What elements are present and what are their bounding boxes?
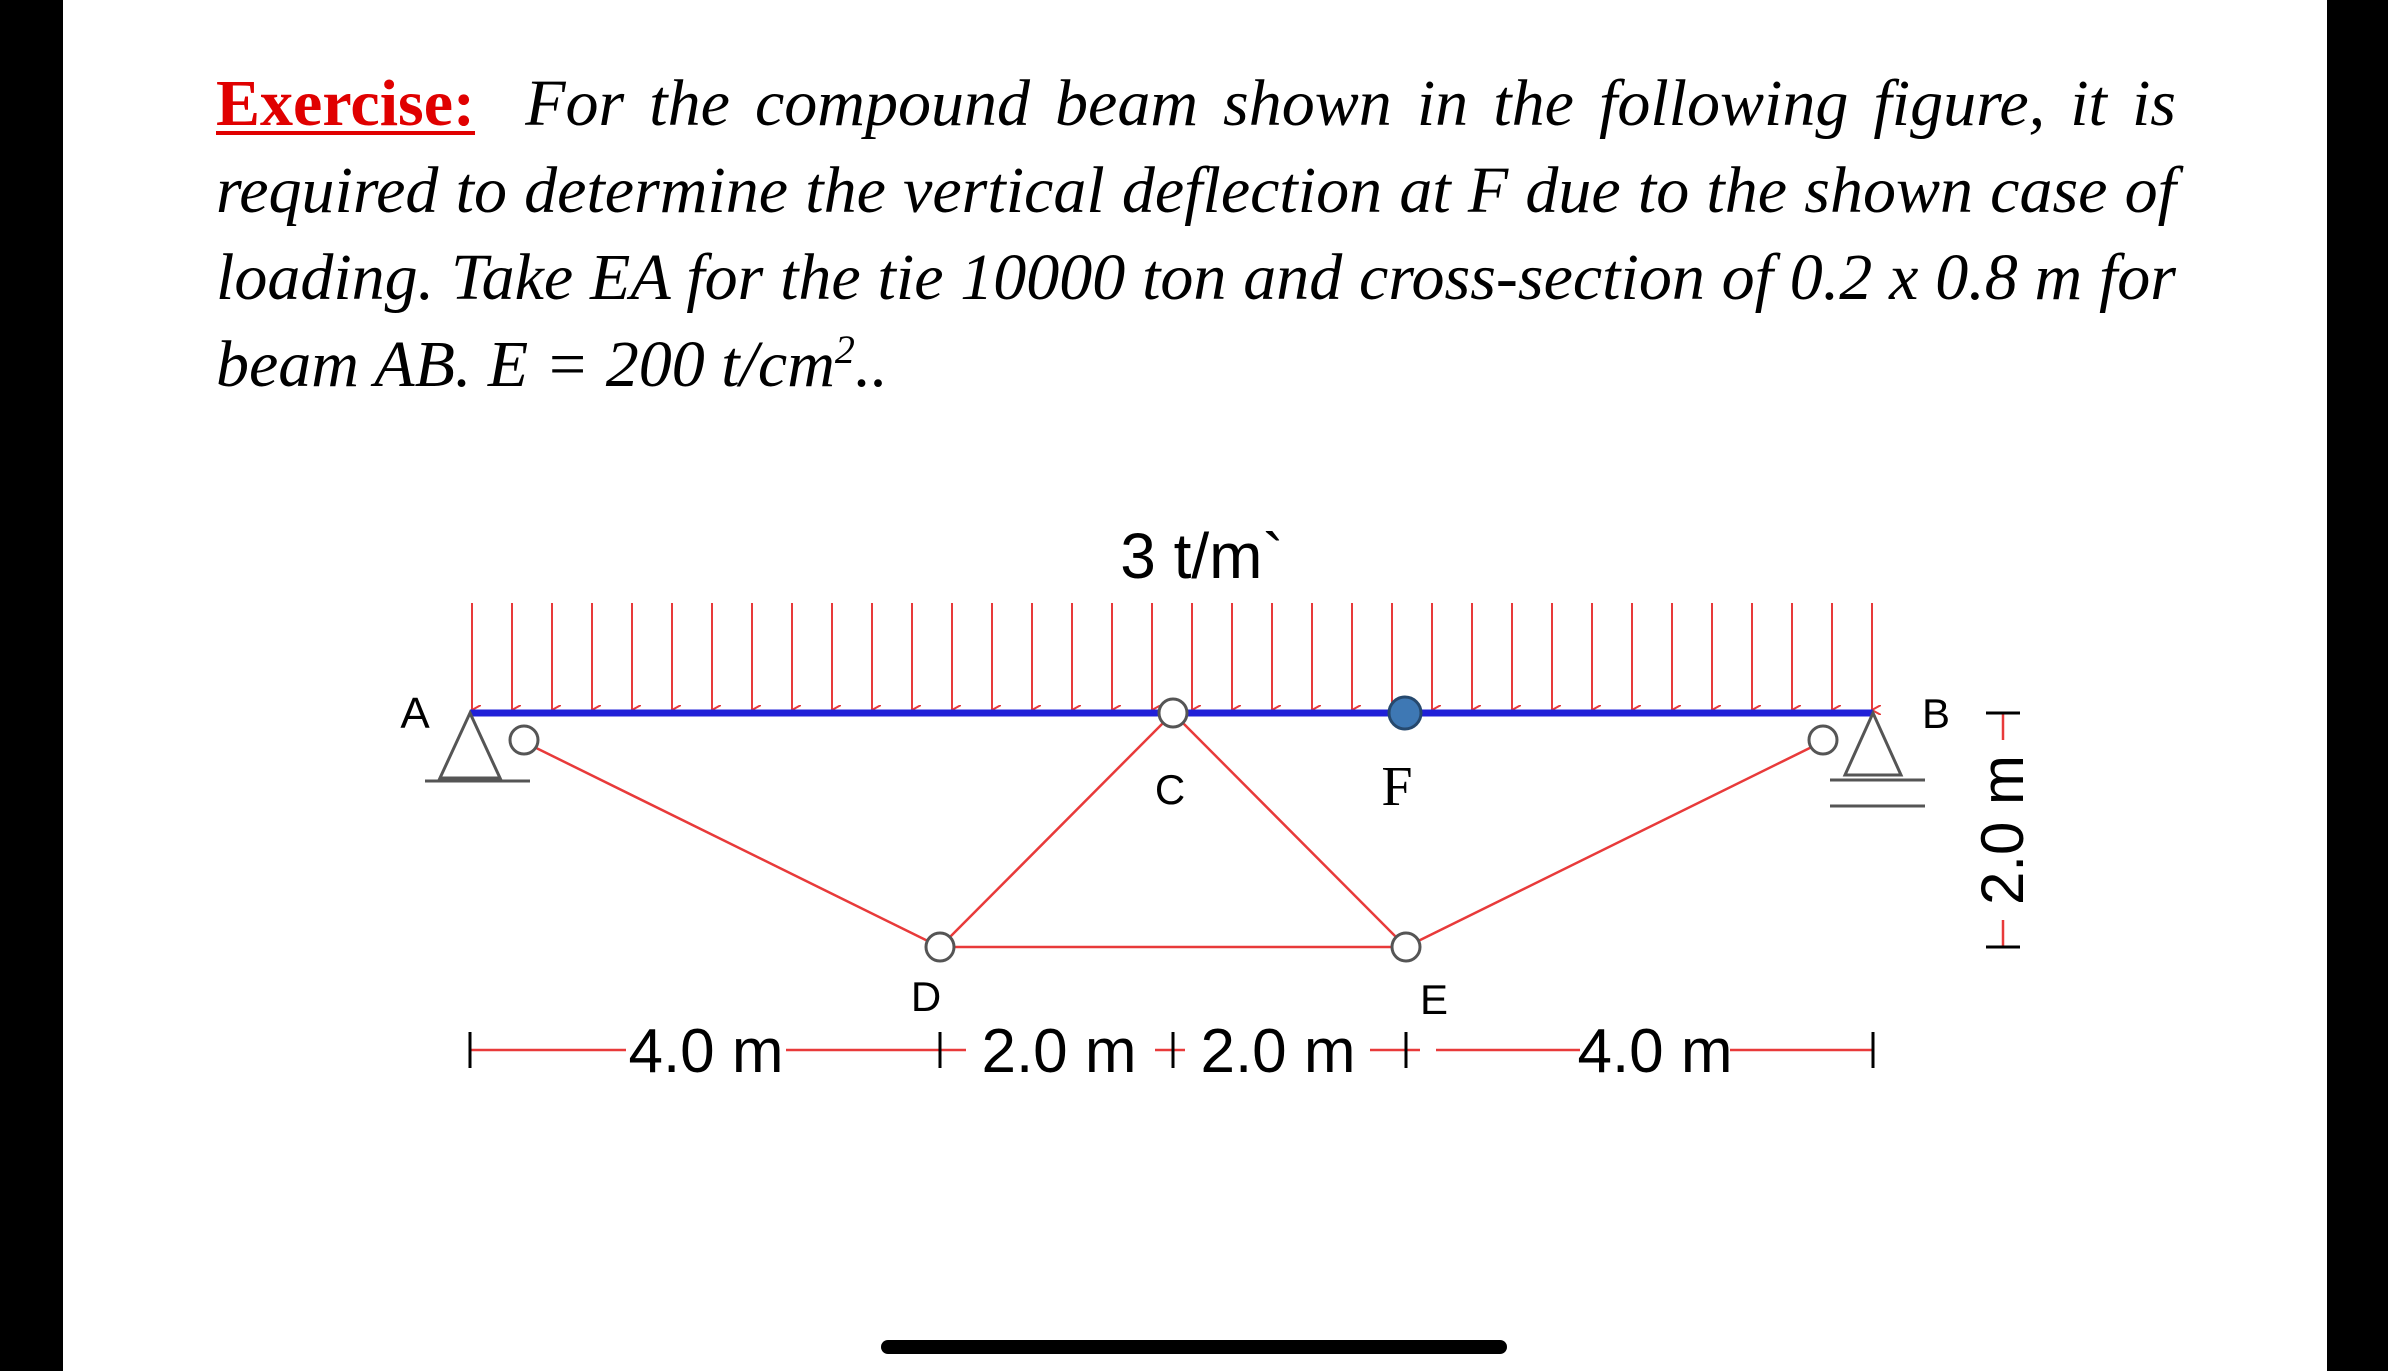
tie-member-dc <box>940 713 1173 947</box>
node-label-d: D <box>910 973 942 1020</box>
joint-e-circle <box>1392 933 1420 961</box>
exercise-statement: For the compound beam shown in the following figure, it is required to determine the vertical deflection at F due to the shown case of loading. Take EA for the tie 10000 ton and cross-section of 0.2 x 0.8 m for beam AB. E = 200 t/cm <box>216 67 2176 401</box>
node-label-e: E <box>1419 976 1449 1023</box>
joint-d-circle <box>926 933 954 961</box>
dimension-label-seg1: 4.0 m <box>628 1017 784 1086</box>
exercise-heading: Exercise: <box>216 67 476 140</box>
joint-b-circle <box>1809 726 1837 754</box>
roller-support-b <box>1830 713 1925 806</box>
tie-member-ce <box>1173 713 1406 947</box>
hinge-c-circle <box>1159 699 1187 727</box>
node-label-c: C <box>1154 766 1186 813</box>
point-f-marker <box>1389 697 1421 729</box>
node-label-b: B <box>1921 690 1951 737</box>
dimension-label-seg2: 2.0 m <box>981 1017 1137 1086</box>
joint-a-circle <box>510 726 538 754</box>
dimension-label-seg4: 4.0 m <box>1577 1017 1733 1086</box>
statement-ending: .. <box>854 328 888 401</box>
tie-member-ad <box>520 740 940 947</box>
load-intensity-label: 3 t/m` <box>1120 520 1284 592</box>
dimension-label-seg3: 2.0 m <box>1200 1017 1356 1086</box>
home-indicator-bar[interactable] <box>881 1340 1507 1354</box>
tie-member-eb <box>1406 740 1826 947</box>
tie-members <box>520 713 1826 947</box>
superscript-two: 2 <box>834 327 855 372</box>
node-label-a: A <box>400 689 430 738</box>
dimension-label-height: 2.0 m <box>1969 754 2036 906</box>
node-label-f: F <box>1381 756 1413 818</box>
distributed-load-arrows <box>472 603 1872 710</box>
